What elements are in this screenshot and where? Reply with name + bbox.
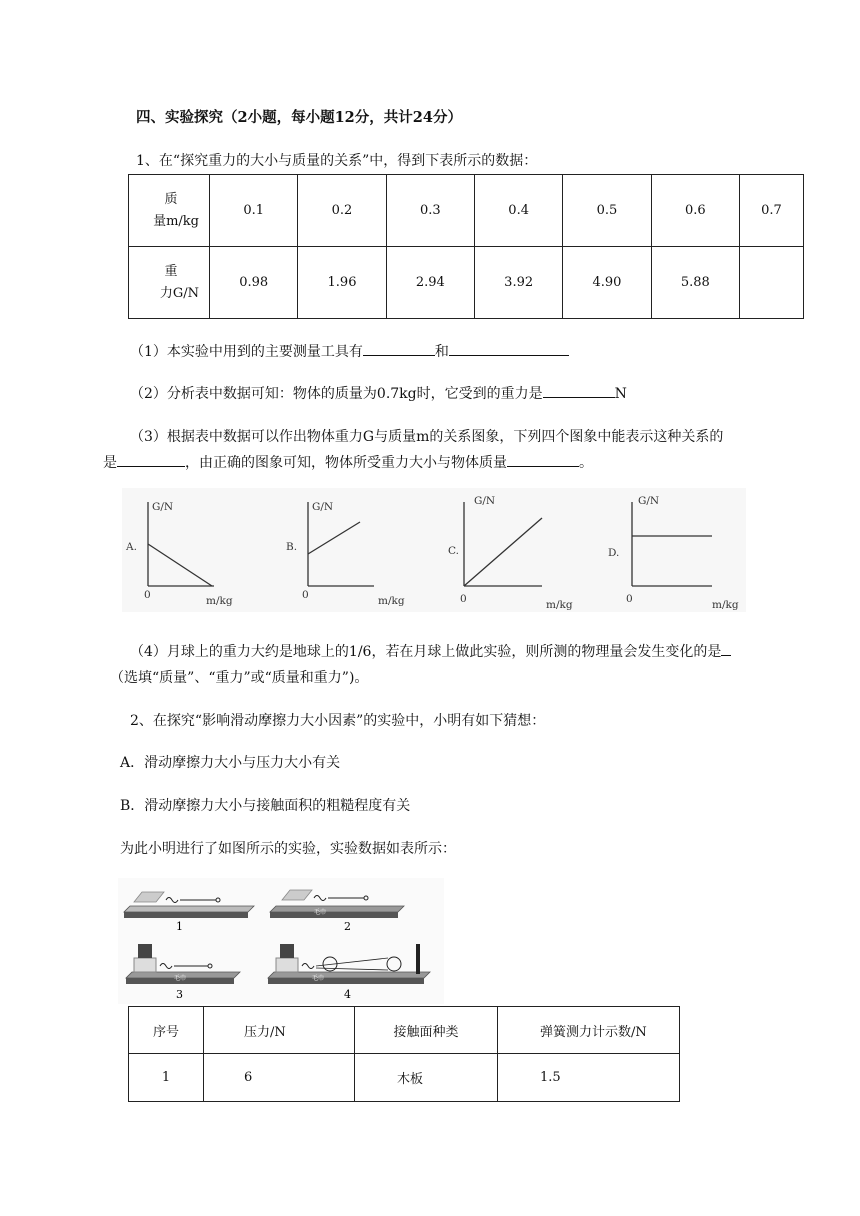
graph-d-origin: 0	[626, 593, 633, 605]
mass-label-b: 量m/kg	[153, 213, 199, 229]
graph-c-x-label: m/kg	[546, 599, 573, 611]
sub2-text-b: N	[614, 386, 627, 402]
mass-cell: 0.2	[298, 175, 386, 247]
q1-sub3-line1: （3）根据表中数据可以作出物体重力G与质量m的关系图象，下列四个图象中能表示这种关系的	[130, 429, 724, 445]
q1-intro: 1、在“探究重力的大小与质量的关系”中，得到下表所示的数据：	[136, 153, 538, 169]
graph-b-line	[308, 522, 360, 554]
weight-cell: 0.98	[210, 247, 298, 319]
weight-label-b: 力G/N	[159, 285, 199, 301]
graph-d-x-label: m/kg	[712, 599, 739, 611]
q1-data-table	[128, 174, 804, 319]
q1-sub4-line2: （选填“质量”、“重力”或“质量和重力”)。	[110, 670, 369, 686]
graph-c-option: C.	[448, 545, 459, 557]
setup-4	[268, 944, 430, 1001]
graph-a-x-label: m/kg	[206, 595, 233, 607]
graph-b-option: B.	[286, 541, 298, 553]
setup-4-surface: 毛巾	[312, 975, 325, 982]
graph-c-line	[464, 518, 542, 586]
graph-c-y-label: G/N	[474, 495, 496, 507]
weight-cell: 4.90	[563, 247, 651, 319]
sub1-text-b: 和	[434, 344, 449, 360]
section-title: 四、实验探究（2小题，每小题12分，共计24分）	[136, 109, 462, 126]
table-row-mass	[129, 175, 804, 247]
table-cell: 1.5	[498, 1054, 680, 1102]
graph-c-origin: 0	[460, 593, 467, 605]
graph-d-option: D.	[608, 547, 620, 559]
setup-3-label: 3	[176, 988, 183, 1001]
table-row	[129, 1054, 680, 1102]
setup-2-label: 2	[344, 920, 351, 933]
table-row-weight	[129, 247, 804, 319]
graph-a-y-label: G/N	[152, 501, 174, 513]
answer-blank[interactable]	[543, 383, 615, 398]
answer-blank[interactable]	[363, 341, 435, 356]
q2-guess-a: A．滑动摩擦力大小与压力大小有关	[120, 755, 341, 771]
q2-lead: 为此小明进行了如图所示的实验，实验数据如表所示：	[120, 841, 456, 857]
setup-1	[124, 892, 254, 933]
mass-cell: 0.6	[651, 175, 739, 247]
answer-blank[interactable]	[721, 641, 731, 656]
mass-cell: 0.7	[739, 175, 803, 247]
weight-cell	[739, 247, 803, 319]
graphs-panel	[122, 488, 746, 612]
q1-sub4-line1	[130, 641, 731, 661]
sub3-text-c: 。	[579, 455, 593, 471]
sub4-text: （4）月球上的重力大约是地球上的1/6，若在月球上做此实验，则所测的物理量会发生变化的是	[130, 644, 722, 660]
setup-3-surface: 毛巾	[174, 975, 187, 982]
sub3-text-b: ，由正确的图象可知，物体所受重力大小与物体质量	[185, 455, 507, 471]
header-cell: 序号	[129, 1007, 204, 1054]
setup-4-label: 4	[344, 988, 351, 1001]
graph-b-y-label: G/N	[312, 501, 334, 513]
setup-3	[126, 944, 240, 1001]
graph-a-origin: 0	[144, 589, 151, 601]
graph-a-option: A.	[126, 541, 137, 553]
weight-cell: 5.88	[651, 247, 739, 319]
weight-header-cell	[129, 247, 210, 319]
table-cell: 6	[204, 1054, 355, 1102]
mass-header-cell	[129, 175, 210, 247]
answer-blank[interactable]	[449, 341, 569, 356]
setup-1-label: 1	[176, 920, 183, 933]
sub3-text-a: 是	[103, 455, 117, 471]
mass-label-a: 质	[164, 191, 178, 207]
mass-cell: 0.5	[563, 175, 651, 247]
header-cell: 弹簧测力计示数/N	[498, 1007, 680, 1054]
weight-cell: 3.92	[474, 247, 562, 319]
graph-b-origin: 0	[302, 589, 309, 601]
answer-blank[interactable]	[117, 452, 185, 467]
table-header-row	[129, 1007, 680, 1054]
q1-sub2	[130, 383, 627, 403]
q1-sub3-line2	[103, 452, 593, 472]
experiment-svg	[118, 878, 444, 1004]
graph-b-x-label: m/kg	[378, 595, 405, 607]
setup-2-surface: 毛巾	[314, 909, 327, 916]
weight-label-a: 重	[164, 263, 178, 279]
answer-blank[interactable]	[507, 452, 579, 467]
q2-intro: 2、在探究“影响滑动摩擦力大小因素”的实验中，小明有如下猜想：	[130, 713, 546, 729]
experiment-figure	[118, 878, 444, 1004]
mass-cell: 0.1	[210, 175, 298, 247]
header-cell: 接触面种类	[355, 1007, 498, 1054]
graph-options-svg	[122, 488, 746, 612]
q2-guess-b: B．滑动摩擦力大小与接触面积的粗糙程度有关	[120, 798, 411, 814]
q2-data-table	[128, 1006, 680, 1102]
sub1-text-a: （1）本实验中用到的主要测量工具有	[130, 344, 363, 360]
graph-d-y-label: G/N	[638, 495, 660, 507]
q1-sub1	[130, 341, 569, 361]
setup-2	[270, 890, 404, 933]
table-cell: 1	[129, 1054, 204, 1102]
table-cell: 木板	[355, 1054, 498, 1102]
weight-cell: 1.96	[298, 247, 386, 319]
sub2-text-a: （2）分析表中数据可知：物体的质量为0.7kg时，它受到的重力是	[130, 386, 543, 402]
weight-cell: 2.94	[386, 247, 474, 319]
mass-cell: 0.3	[386, 175, 474, 247]
header-cell: 压力/N	[204, 1007, 355, 1054]
mass-cell: 0.4	[474, 175, 562, 247]
graph-a-line	[148, 544, 212, 586]
